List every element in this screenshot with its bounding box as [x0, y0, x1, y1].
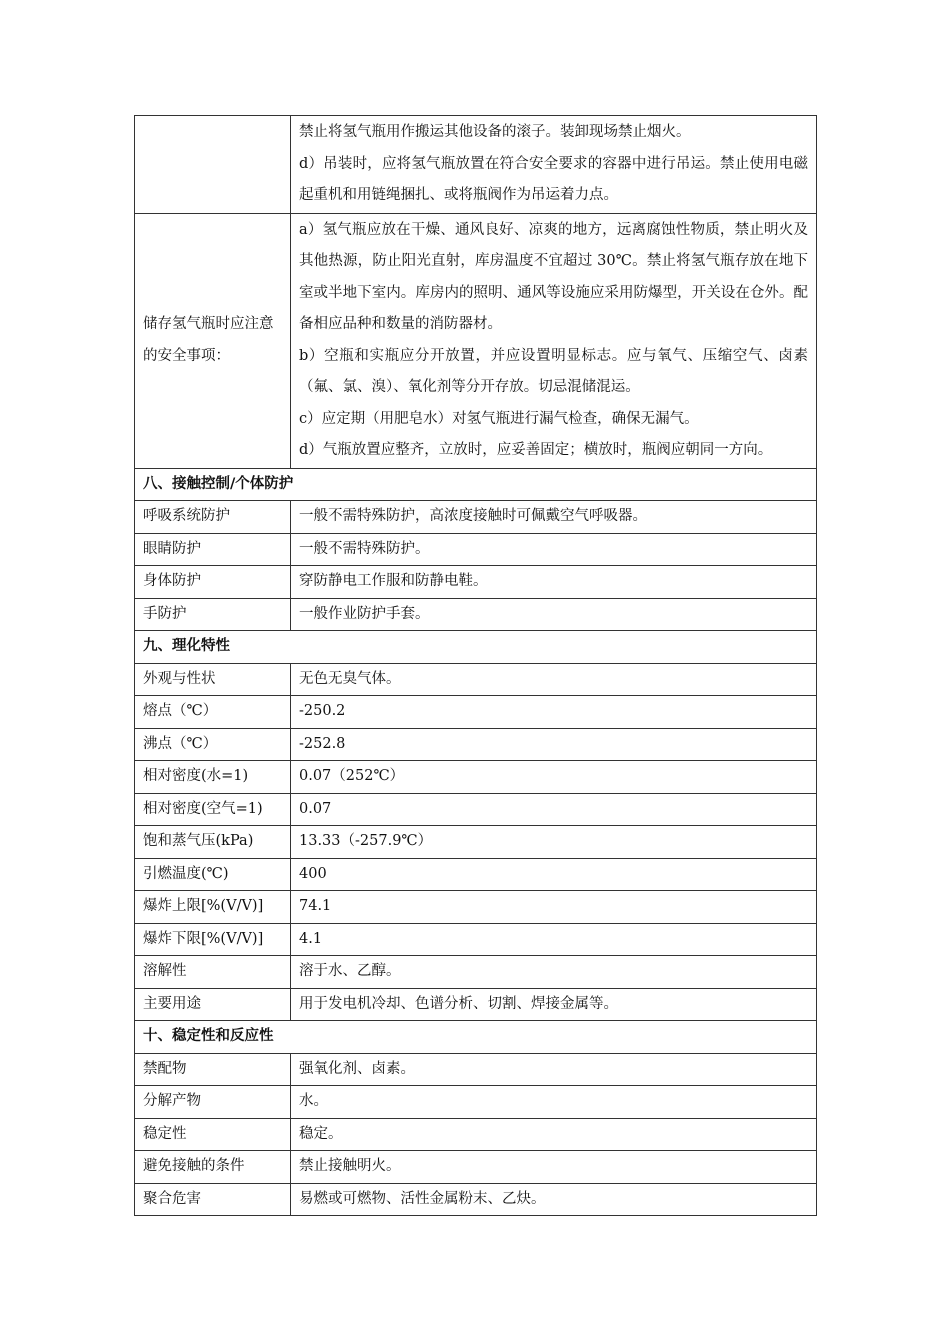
- row-value: -252.8: [291, 728, 817, 761]
- row-label: 眼睛防护: [135, 533, 291, 566]
- table-row: [135, 598, 817, 631]
- row-value: 穿防静电工作服和防静电鞋。: [291, 566, 817, 599]
- row-label: 相对密度(水=1): [135, 761, 291, 794]
- row-label: 熔点（℃）: [135, 696, 291, 729]
- row-label: 引燃温度(℃): [135, 858, 291, 891]
- row-value: 无色无臭气体。: [291, 663, 817, 696]
- table-row: [135, 858, 817, 891]
- row-value: 4.1: [291, 923, 817, 956]
- row-label: 手防护: [135, 598, 291, 631]
- table-row: [135, 923, 817, 956]
- msds-document: [134, 115, 816, 1216]
- table-row: [135, 728, 817, 761]
- table-row: [135, 533, 817, 566]
- section-header-row: [135, 468, 817, 501]
- continued-paragraph-2: d）吊装时，应将氢气瓶放置在符合安全要求的容器中进行吊运。禁止使用电磁起重机和用链绳捆扎、或将瓶阀作为吊运着力点。: [299, 155, 808, 203]
- row-label: 分解产物: [135, 1086, 291, 1119]
- row-value: 0.07: [291, 793, 817, 826]
- row-label: 相对密度(空气=1): [135, 793, 291, 826]
- section-header-row: [135, 631, 817, 664]
- msds-table: [134, 115, 817, 1216]
- row-value: 一般不需特殊防护，高浓度接触时可佩戴空气呼吸器。: [291, 501, 817, 534]
- row-value: 0.07（252℃）: [291, 761, 817, 794]
- row-value: 禁止接触明火。: [291, 1151, 817, 1184]
- row-label: 呼吸系统防护: [135, 501, 291, 534]
- table-row-continued: [135, 116, 817, 214]
- continued-paragraph-1: 禁止将氢气瓶用作搬运其他设备的滚子。装卸现场禁止烟火。: [299, 124, 691, 140]
- storage-label-cell: 储存氢气瓶时应注意的安全事项：: [135, 213, 291, 468]
- section10-title: 十、稳定性和反应性: [135, 1021, 817, 1054]
- row-value: 溶于水、乙醇。: [291, 956, 817, 989]
- row-value: 易燃或可燃物、活性金属粉末、乙炔。: [291, 1183, 817, 1216]
- row-label: 身体防护: [135, 566, 291, 599]
- table-row: [135, 696, 817, 729]
- table-row: [135, 988, 817, 1021]
- table-row: [135, 891, 817, 924]
- row-value: 用于发电机冷却、色谱分析、切割、焊接金属等。: [291, 988, 817, 1021]
- table-row: [135, 1183, 817, 1216]
- row-label: 饱和蒸气压(kPa): [135, 826, 291, 859]
- row-value: 水。: [291, 1086, 817, 1119]
- table-row: [135, 793, 817, 826]
- row-label: 聚合危害: [135, 1183, 291, 1216]
- table-row: [135, 501, 817, 534]
- table-row: [135, 826, 817, 859]
- row-label: 主要用途: [135, 988, 291, 1021]
- storage-text-cell: [291, 213, 817, 468]
- storage-paragraph-b: b）空瓶和实瓶应分开放置，并应设置明显标志。应与氧气、压缩空气、卤素（氟、氯、溴）、氧化剂等分开存放。切忌混储混运。: [299, 347, 808, 395]
- continued-text-cell: [291, 116, 817, 214]
- row-value: 一般不需特殊防护。: [291, 533, 817, 566]
- row-label: 禁配物: [135, 1053, 291, 1086]
- storage-paragraph-a: a）氢气瓶应放在干燥、通风良好、凉爽的地方，远离腐蚀性物质，禁止明火及其他热源，防止阳光直射，库房温度不宜超过 30℃。禁止将氢气瓶存放在地下室或半地下室内。库房内的照明、通风等设施应采用防爆型，开关设在仓外。配备相应品种和数量的消防器材。: [299, 221, 808, 332]
- continued-label-cell: [135, 116, 291, 214]
- table-row: [135, 566, 817, 599]
- row-value: 稳定。: [291, 1118, 817, 1151]
- row-label: 爆炸上限[%(V/V)]: [135, 891, 291, 924]
- table-row: [135, 1118, 817, 1151]
- row-label: 避免接触的条件: [135, 1151, 291, 1184]
- storage-paragraph-d: d）气瓶放置应整齐，立放时，应妥善固定；横放时，瓶阀应朝同一方向。: [299, 442, 773, 458]
- section8-title: 八、接触控制/个体防护: [135, 468, 817, 501]
- table-row: [135, 1053, 817, 1086]
- row-value: 400: [291, 858, 817, 891]
- row-value: 13.33（-257.9℃）: [291, 826, 817, 859]
- table-row: [135, 663, 817, 696]
- storage-paragraph-c: c）应定期（用肥皂水）对氢气瓶进行漏气检查，确保无漏气。: [299, 410, 699, 427]
- row-value: 强氧化剂、卤素。: [291, 1053, 817, 1086]
- table-row: [135, 1086, 817, 1119]
- row-label: 溶解性: [135, 956, 291, 989]
- row-label: 稳定性: [135, 1118, 291, 1151]
- table-row: [135, 1151, 817, 1184]
- row-value: -250.2: [291, 696, 817, 729]
- row-label: 爆炸下限[%(V/V)]: [135, 923, 291, 956]
- row-value: 一般作业防护手套。: [291, 598, 817, 631]
- table-row: [135, 956, 817, 989]
- row-label: 外观与性状: [135, 663, 291, 696]
- table-row: [135, 761, 817, 794]
- section9-title: 九、理化特性: [135, 631, 817, 664]
- section-header-row: [135, 1021, 817, 1054]
- table-row-storage: [135, 213, 817, 468]
- row-value: 74.1: [291, 891, 817, 924]
- row-label: 沸点（℃）: [135, 728, 291, 761]
